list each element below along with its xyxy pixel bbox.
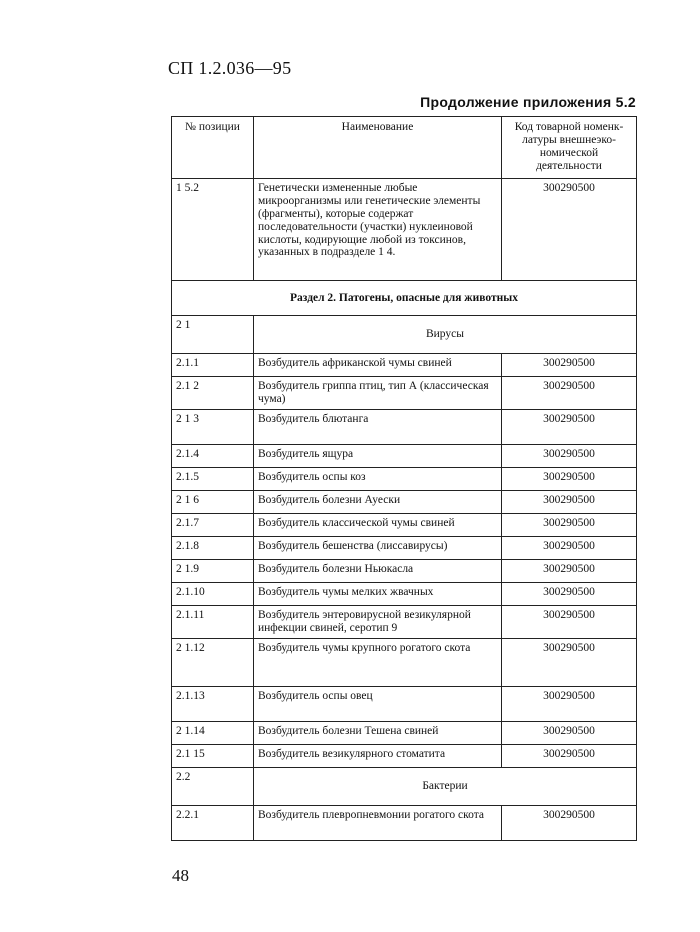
position-cell: 2.1 2 (172, 377, 254, 410)
position-cell: 2.1.10 (172, 582, 254, 605)
name-cell: Возбудитель болезни Тешена свиней (254, 721, 502, 744)
group-name: Бактерии (254, 767, 637, 805)
code-cell: 300290500 (502, 686, 637, 721)
position-cell: 2 1 (172, 316, 254, 354)
virus-rows (172, 354, 637, 768)
position-cell: 2.1.11 (172, 605, 254, 638)
name-cell: Возбудитель везикулярного стоматита (254, 744, 502, 767)
name-cell: Возбудитель оспы овец (254, 686, 502, 721)
table-row (172, 513, 637, 536)
position-cell: 2 1.12 (172, 638, 254, 686)
code-cell: 300290500 (502, 721, 637, 744)
section-title: Раздел 2. Патогены, опасные для животных (172, 281, 637, 316)
table-row (172, 467, 637, 490)
position-cell: 1 5.2 (172, 179, 254, 281)
table-row (172, 444, 637, 467)
code-cell: 300290500 (502, 377, 637, 410)
position-cell: 2 1.9 (172, 559, 254, 582)
code-cell: 300290500 (502, 513, 637, 536)
code-cell: 300290500 (502, 559, 637, 582)
code-cell: 300290500 (502, 409, 637, 444)
position-cell: 2.1.8 (172, 536, 254, 559)
table-row (172, 721, 637, 744)
table-row (172, 354, 637, 377)
name-cell: Возбудитель болезни Ауески (254, 490, 502, 513)
position-cell: 2.1.1 (172, 354, 254, 377)
table-row (172, 179, 637, 281)
section-row (172, 281, 637, 316)
continuation-title: Продолжение приложения 5.2 (420, 94, 636, 110)
table-row (172, 638, 637, 686)
code-cell: 300290500 (502, 179, 637, 281)
name-cell: Возбудитель плевропневмонии рогатого скота (254, 805, 502, 840)
position-cell: 2.1 15 (172, 744, 254, 767)
code-cell: 300290500 (502, 605, 637, 638)
page-number: 48 (172, 866, 189, 885)
table-row (172, 605, 637, 638)
group-row-bacteria (172, 767, 637, 805)
table-row (172, 744, 637, 767)
code-cell: 300290500 (502, 744, 637, 767)
table-header-row (172, 117, 637, 179)
name-cell: Возбудитель оспы коз (254, 467, 502, 490)
code-cell: 300290500 (502, 638, 637, 686)
code-cell: 300290500 (502, 444, 637, 467)
table-row (172, 536, 637, 559)
code-cell: 300290500 (502, 490, 637, 513)
name-cell: Возбудитель гриппа птиц, тип А (классическая чума) (254, 377, 502, 410)
position-cell: 2.1.4 (172, 444, 254, 467)
column-header-name: Наименование (254, 117, 502, 179)
column-header-code: Код товарной номенк-латуры внешнеэко-номической деятельности (502, 117, 637, 179)
group-name: Вирусы (254, 316, 637, 354)
name-cell: Возбудитель блютанга (254, 409, 502, 444)
name-cell: Генетически измененные любые микроорганизмы или генетические элементы (фрагменты), которые содержат последовательности (участки) нуклеиновой кислоты, кодирующие любой из токсинов, указанных в подразделе 1 4. (254, 179, 502, 281)
position-cell: 2 1 3 (172, 409, 254, 444)
name-cell: Возбудитель бешенства (лиссавирусы) (254, 536, 502, 559)
name-cell: Возбудитель энтеровирусной везикулярной инфекции свиней, серотип 9 (254, 605, 502, 638)
name-cell: Возбудитель классической чумы свиней (254, 513, 502, 536)
name-cell: Возбудитель чумы мелких жвачных (254, 582, 502, 605)
table-row (172, 409, 637, 444)
position-cell: 2.1.7 (172, 513, 254, 536)
group-row-viruses (172, 316, 637, 354)
pathogen-table (171, 116, 637, 841)
position-cell: 2.2 (172, 767, 254, 805)
code-cell: 300290500 (502, 467, 637, 490)
code-cell: 300290500 (502, 536, 637, 559)
name-cell: Возбудитель болезни Ньюкасла (254, 559, 502, 582)
name-cell: Возбудитель ящура (254, 444, 502, 467)
document-code: СП 1.2.036—95 (168, 58, 292, 78)
position-cell: 2.1.13 (172, 686, 254, 721)
table-row (172, 805, 637, 840)
name-cell: Возбудитель африканской чумы свиней (254, 354, 502, 377)
table-row (172, 582, 637, 605)
position-cell: 2.1.5 (172, 467, 254, 490)
table-row (172, 490, 637, 513)
table-row (172, 377, 637, 410)
position-cell: 2.2.1 (172, 805, 254, 840)
code-cell: 300290500 (502, 805, 637, 840)
table-row (172, 686, 637, 721)
table-row (172, 559, 637, 582)
position-cell: 2 1 6 (172, 490, 254, 513)
name-cell: Возбудитель чумы крупного рогатого скота (254, 638, 502, 686)
column-header-position: № позиции (172, 117, 254, 179)
code-cell: 300290500 (502, 582, 637, 605)
position-cell: 2 1.14 (172, 721, 254, 744)
code-cell: 300290500 (502, 354, 637, 377)
